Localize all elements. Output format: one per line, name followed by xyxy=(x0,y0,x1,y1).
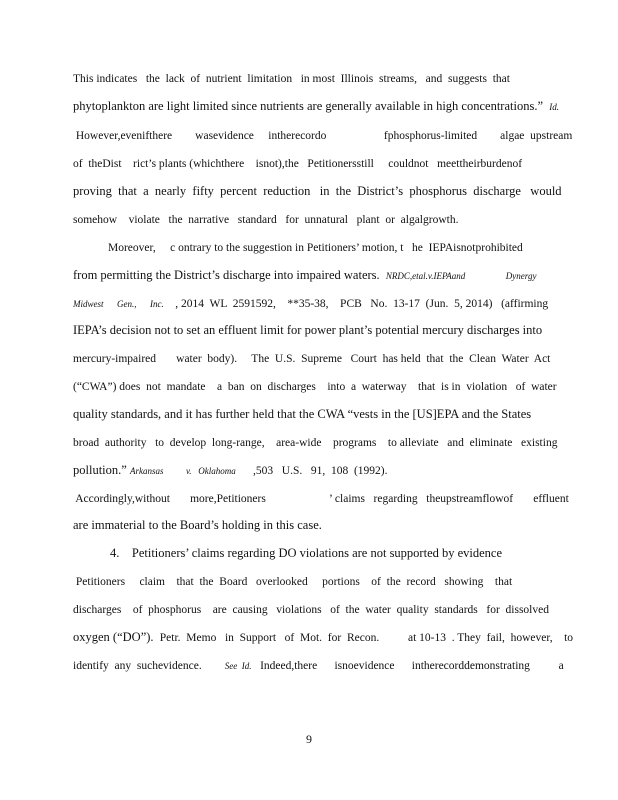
text-line: However,evenifthere wasevidence intherecordo fphosphorus-limited algae upstream xyxy=(73,130,573,142)
text-line: Moreover, c ontrary to the suggestion in Petitioners’ motion, t he IEPAisnotprohibited xyxy=(108,242,523,254)
text-line: This indicates the lack of nutrient limitation in most Illinois streams, and suggests that xyxy=(73,73,510,85)
text-line: from permitting the District’s discharge into impaired waters. NRDC,etal.v.IEPAand Dynergy xyxy=(73,268,537,282)
text-line: IEPA’s decision not to set an effluent limit for power plant’s potential mercury discharges into xyxy=(73,323,543,337)
text-line: phytoplankton are light limited since nutrients are generally available in high concentrations.” Id. xyxy=(73,99,559,113)
page-number: 9 xyxy=(306,732,312,746)
text-line: Petitioners claim that the Board overlooked portions of the record showing that xyxy=(73,576,513,588)
text-line: somehow violate the narrative standard for unnatural plant or algalgrowth. xyxy=(73,214,459,226)
text-line: mercury-impaired water body). The U.S. Supreme Court has held that the Clean Water Act xyxy=(73,353,551,365)
text-line: broad authority to develop long-range, area-wide programs to alleviate and eliminate existing xyxy=(73,437,558,449)
text-line: (“CWA”) does not mandate a ban on discharges into a waterway that is in violation of water xyxy=(73,381,557,393)
text-line: Accordingly,without more,Petitioners ’ claims regarding theupstreamflowof effluent xyxy=(73,493,569,505)
text-line: of theDist rict’s plants (whichthere isnot),the Petitionersstill couldnot meettheirburdenof xyxy=(73,158,523,170)
text-line: discharges of phosphorus are causing violations of the water quality standards for dissolved xyxy=(73,604,549,616)
text-line: pollution.” Arkansas v. Oklahoma ,503 U.S. 91, 108 (1992). xyxy=(73,463,388,477)
text-line: Midwest Gen., Inc. , 2014 WL 2591592, **35-38, PCB No. 13-17 (Jun. 5, 2014) (affirming xyxy=(73,298,549,310)
text-line: identify any suchevidence. See Id. Indeed,there isnoevidence intherecorddemonstrating a xyxy=(73,660,564,672)
text-line: proving that a nearly fifty percent reduction in the District’s phosphorus discharge would xyxy=(73,184,562,198)
text-line: quality standards, and it has further held that the CWA “vests in the [US]EPA and the States xyxy=(73,407,532,421)
section-heading: 4. Petitioners’ claims regarding DO violations are not supported by evidence xyxy=(110,546,503,560)
text-line: oxygen (“DO”). Petr. Memo in Support of Mot. for Recon. at 10-13 . They fail, however, to xyxy=(73,630,574,644)
text-line: are immaterial to the Board’s holding in this case. xyxy=(73,518,322,532)
